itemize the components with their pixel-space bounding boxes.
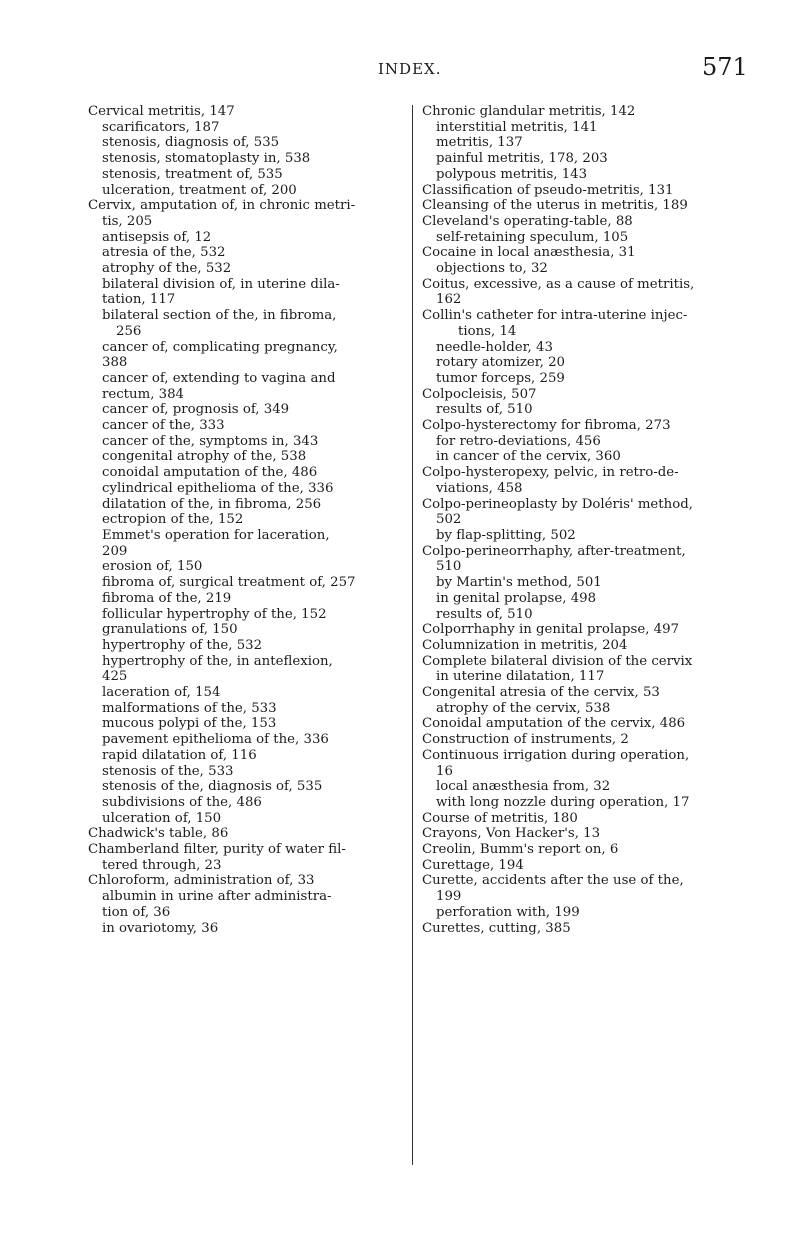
index-subentry: 425 [102, 669, 128, 685]
index-subentry: dilatation of the, in fibroma, 256 [102, 496, 322, 512]
index-column-right [422, 104, 734, 936]
index-entry: Crayons, Von Hacker's, 13 [422, 826, 601, 842]
index-subentry: by Martin's method, 501 [436, 575, 602, 591]
index-subentry: fibroma of, surgical treatment of, 257 [102, 575, 356, 591]
index-subentry: local anæsthesia from, 32 [436, 779, 611, 795]
index-subentry: laceration of, 154 [102, 685, 221, 701]
index-subentry: rotary atomizer, 20 [436, 355, 566, 371]
index-subentry: pavement epithelioma of the, 336 [102, 732, 329, 748]
index-subentry: albumin in urine after administra- [102, 889, 332, 905]
index-subentry: cancer of the, 333 [102, 418, 225, 434]
index-subentry: 162 [436, 292, 462, 308]
index-entry: Cleveland's operating-table, 88 [422, 213, 633, 229]
index-subentry: hypertrophy of the, 532 [102, 637, 263, 653]
index-subentry: subdivisions of the, 486 [102, 794, 262, 810]
index-entry: Complete bilateral division of the cervix [422, 653, 693, 669]
column-divider [412, 105, 413, 1165]
index-entry: Cervix, amputation of, in chronic metri- [88, 198, 356, 214]
index-subentry: results of, 510 [436, 606, 533, 622]
index-entry: Curettes, cutting, 385 [422, 920, 571, 936]
index-subentry: tumor forceps, 259 [436, 370, 565, 386]
index-subentry: in genital prolapse, 498 [436, 590, 597, 606]
index-subentry: in ovariotomy, 36 [102, 920, 219, 936]
index-subentry: needle-holder, 43 [436, 339, 553, 355]
index-subentry: with long nozzle during operation, 17 [436, 794, 690, 810]
index-subentry: follicular hypertrophy of the, 152 [102, 606, 327, 622]
index-subentry: 510 [436, 559, 462, 575]
index-subentry: stenosis, stomatoplasty in, 538 [102, 151, 311, 167]
index-subentry: 256 [116, 323, 142, 339]
index-subentry: by flap-splitting, 502 [436, 527, 576, 543]
index-subentry: cancer of the, symptoms in, 343 [102, 433, 319, 449]
index-subentry: viations, 458 [436, 480, 523, 496]
index-entry: Colpo-hysteropexy, pelvic, in retro-de- [422, 465, 679, 481]
page-number: 571 [702, 53, 748, 81]
index-subentry: tered through, 23 [102, 857, 222, 873]
index-subentry: for retro-deviations, 456 [436, 433, 601, 449]
index-subentry: ulceration of, 150 [102, 810, 222, 826]
index-entry: Chadwick's table, 86 [88, 826, 229, 842]
index-entry: Chamberland filter, purity of water fil- [88, 842, 346, 858]
index-subentry: atresia of the, 532 [102, 245, 226, 261]
index-subentry: cylindrical epithelioma of the, 336 [102, 480, 334, 496]
index-entry: Columnization in metritis, 204 [422, 637, 628, 653]
index-subentry: scarificators, 187 [102, 119, 220, 135]
index-entry: Curettage, 194 [422, 857, 524, 873]
index-subentry: bilateral section of the, in fibroma, [102, 308, 337, 324]
index-entry: Continuous irrigation during operation, [422, 747, 690, 763]
index-subentry: conoidal amputation of the, 486 [102, 465, 318, 481]
index-entry: Creolin, Bumm's report on, 6 [422, 842, 619, 858]
index-entry: Colpo-perineoplasty by Doléris' method, [422, 496, 693, 512]
index-subentry: stenosis of the, 533 [102, 763, 234, 779]
index-entry: Chronic glandular metritis, 142 [422, 104, 636, 119]
index-column-left [88, 104, 400, 936]
index-subentry: 16 [436, 763, 453, 779]
index-subentry: cancer of, complicating pregnancy, [102, 339, 338, 355]
index-entry: Colporrhaphy in genital prolapse, 497 [422, 622, 680, 638]
index-entry: Cervical metritis, 147 [88, 104, 235, 119]
index-entry: Course of metritis, 180 [422, 810, 578, 826]
index-entry: Collin's catheter for intra-uterine injec- [422, 308, 688, 324]
index-subentry: results of, 510 [436, 402, 533, 418]
index-subentry: 502 [436, 512, 462, 528]
index-subentry: 209 [102, 543, 128, 559]
index-subentry: rapid dilatation of, 116 [102, 747, 257, 763]
index-subentry: self-retaining speculum, 105 [436, 229, 629, 245]
index-subentry: interstitial metritis, 141 [436, 119, 598, 135]
running-header-title: INDEX. [378, 60, 442, 78]
index-entry: Conoidal amputation of the cervix, 486 [422, 716, 686, 732]
index-entry: Colpo-perineorrhaphy, after-treatment, [422, 543, 686, 559]
index-subentry: tion of, 36 [102, 904, 171, 920]
index-subentry: rectum, 384 [102, 386, 185, 402]
index-subentry: ectropion of the, 152 [102, 512, 244, 528]
index-subentry: stenosis, diagnosis of, 535 [102, 135, 280, 151]
index-subentry: congenital atrophy of the, 538 [102, 449, 307, 465]
index-subentry: in cancer of the cervix, 360 [436, 449, 621, 465]
index-subentry: tis, 205 [102, 213, 153, 229]
index-entry: Congenital atresia of the cervix, 53 [422, 685, 660, 701]
index-subentry: erosion of, 150 [102, 559, 203, 575]
index-subentry: perforation with, 199 [436, 904, 580, 920]
index-entry: Cleansing of the uterus in metritis, 189 [422, 198, 688, 214]
index-entry: Curette, accidents after the use of the, [422, 873, 684, 889]
index-subentry: cancer of, prognosis of, 349 [102, 402, 290, 418]
index-subentry: atrophy of the cervix, 538 [436, 700, 611, 716]
index-subentry: malformations of the, 533 [102, 700, 277, 716]
index-subentry: polypous metritis, 143 [436, 166, 588, 182]
index-subentry: tions, 14 [458, 323, 517, 339]
index-subentry: metritis, 137 [436, 135, 523, 151]
index-subentry: tation, 117 [102, 292, 176, 308]
index-entry: Colpocleisis, 507 [422, 386, 537, 402]
index-subentry: atrophy of the, 532 [102, 261, 232, 277]
index-entry: Construction of instruments, 2 [422, 732, 629, 748]
index-subentry: ulceration, treatment of, 200 [102, 182, 297, 198]
index-entry: Colpo-hysterectomy for fibroma, 273 [422, 418, 671, 434]
index-subentry: Emmet's operation for laceration, [102, 527, 330, 543]
index-subentry: cancer of, extending to vagina and [102, 370, 336, 386]
index-entry: Coitus, excessive, as a cause of metritis, [422, 276, 695, 292]
index-entry: Classification of pseudo-metritis, 131 [422, 182, 674, 198]
index-subentry: painful metritis, 178, 203 [436, 151, 608, 167]
index-subentry: objections to, 32 [436, 261, 548, 277]
index-subentry: granulations of, 150 [102, 622, 238, 638]
index-subentry: stenosis, treatment of, 535 [102, 166, 283, 182]
index-subentry: in uterine dilatation, 117 [436, 669, 605, 685]
index-subentry: 199 [436, 889, 462, 905]
index-subentry: hypertrophy of the, in anteflexion, [102, 653, 333, 669]
index-subentry: stenosis of the, diagnosis of, 535 [102, 779, 323, 795]
index-entry: Cocaine in local anæsthesia, 31 [422, 245, 636, 261]
index-subentry: 388 [102, 355, 128, 371]
index-subentry: antisepsis of, 12 [102, 229, 212, 245]
index-subentry: mucous polypi of the, 153 [102, 716, 277, 732]
index-entry: Chloroform, administration of, 33 [88, 873, 315, 889]
index-subentry: bilateral division of, in uterine dila- [102, 276, 340, 292]
index-subentry: fibroma of the, 219 [102, 590, 232, 606]
